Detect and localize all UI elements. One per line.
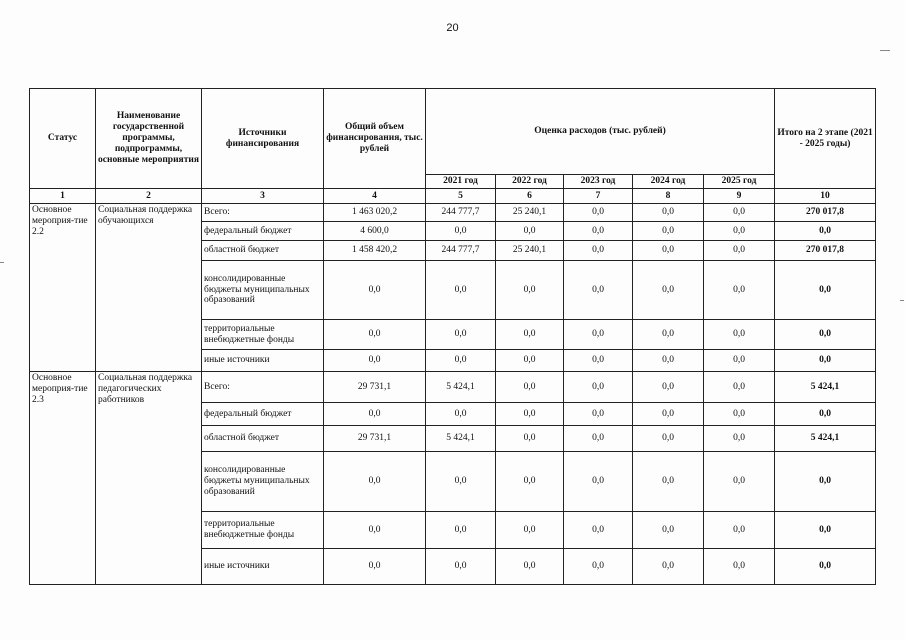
funding-source: иные источники <box>202 350 324 372</box>
year-value: 0,0 <box>633 426 704 452</box>
column-number: 1 <box>30 189 96 204</box>
stage-total-value: 270 017,8 <box>775 241 876 261</box>
header-total-volume: Общий объем финансирования, тыс. рублей <box>324 89 426 189</box>
year-value: 0,0 <box>564 204 633 222</box>
stage-total-value: 0,0 <box>775 320 876 350</box>
funding-source: иные источники <box>202 549 324 585</box>
header-year: 2024 год <box>633 175 704 189</box>
stage-total-value: 270 017,8 <box>775 204 876 222</box>
funding-source: консолидированные бюджеты муниципальных образований <box>202 452 324 512</box>
year-value: 0,0 <box>426 512 496 549</box>
stage-total-value: 0,0 <box>775 549 876 585</box>
scan-mark <box>900 300 904 301</box>
year-value: 0,0 <box>633 222 704 241</box>
year-value: 0,0 <box>633 241 704 261</box>
year-value: 0,0 <box>496 261 564 320</box>
header-sources: Источники финансирования <box>202 89 324 189</box>
total-volume-value: 0,0 <box>324 261 426 320</box>
year-value: 0,0 <box>496 222 564 241</box>
header-year: 2025 год <box>704 175 775 189</box>
year-value: 0,0 <box>633 403 704 426</box>
stage-total-value: 0,0 <box>775 222 876 241</box>
year-value: 0,0 <box>426 261 496 320</box>
year-value: 0,0 <box>704 372 775 403</box>
stage-total-value: 5 424,1 <box>775 426 876 452</box>
year-value: 25 240,1 <box>496 241 564 261</box>
year-value: 0,0 <box>426 549 496 585</box>
column-number: 10 <box>775 189 876 204</box>
table-row <box>30 372 876 403</box>
total-volume-value: 0,0 <box>324 512 426 549</box>
total-volume-value: 0,0 <box>324 320 426 350</box>
column-number: 9 <box>704 189 775 204</box>
year-value: 0,0 <box>426 452 496 512</box>
stage-total-value: 0,0 <box>775 350 876 372</box>
column-number: 6 <box>496 189 564 204</box>
measure-status: Основное мероприя-тие 2.2 <box>30 204 96 372</box>
year-value: 0,0 <box>496 350 564 372</box>
total-volume-value: 0,0 <box>324 403 426 426</box>
stage-total-value: 0,0 <box>775 512 876 549</box>
year-value: 0,0 <box>704 426 775 452</box>
year-value: 0,0 <box>633 350 704 372</box>
year-value: 0,0 <box>564 512 633 549</box>
year-value: 0,0 <box>564 261 633 320</box>
header-estimate: Оценка расходов (тыс. рублей) <box>426 89 775 175</box>
year-value: 0,0 <box>426 350 496 372</box>
year-value: 0,0 <box>704 403 775 426</box>
year-value: 0,0 <box>496 426 564 452</box>
year-value: 0,0 <box>633 261 704 320</box>
year-value: 0,0 <box>633 320 704 350</box>
year-value: 0,0 <box>564 372 633 403</box>
funding-source: Всего: <box>202 372 324 403</box>
funding-source: федеральный бюджет <box>202 222 324 241</box>
column-number-row <box>30 189 876 204</box>
column-number: 2 <box>96 189 202 204</box>
stage-total-value: 0,0 <box>775 261 876 320</box>
measure-name: Социальная поддержка обучающихся <box>96 204 202 372</box>
year-value: 5 424,1 <box>426 372 496 403</box>
column-number: 5 <box>426 189 496 204</box>
year-value: 0,0 <box>496 403 564 426</box>
total-volume-value: 0,0 <box>324 452 426 512</box>
year-value: 0,0 <box>704 222 775 241</box>
total-volume-value: 0,0 <box>324 350 426 372</box>
header-year: 2021 год <box>426 175 496 189</box>
year-value: 0,0 <box>564 426 633 452</box>
year-value: 244 777,7 <box>426 204 496 222</box>
stage-total-value: 5 424,1 <box>775 372 876 403</box>
year-value: 0,0 <box>704 241 775 261</box>
year-value: 0,0 <box>633 204 704 222</box>
total-volume-value: 29 731,1 <box>324 426 426 452</box>
year-value: 0,0 <box>564 350 633 372</box>
year-value: 0,0 <box>633 512 704 549</box>
year-value: 0,0 <box>564 549 633 585</box>
total-volume-value: 0,0 <box>324 549 426 585</box>
funding-source: территориальные внебюджетные фонды <box>202 320 324 350</box>
column-number: 7 <box>564 189 633 204</box>
scan-mark <box>0 262 4 263</box>
funding-source: Всего: <box>202 204 324 222</box>
table-body <box>30 204 876 585</box>
column-number: 4 <box>324 189 426 204</box>
year-value: 0,0 <box>564 403 633 426</box>
scan-mark <box>880 50 890 51</box>
total-volume-value: 1 458 420,2 <box>324 241 426 261</box>
table-row <box>30 204 876 222</box>
year-value: 0,0 <box>564 222 633 241</box>
total-volume-value: 1 463 020,2 <box>324 204 426 222</box>
year-value: 0,0 <box>496 549 564 585</box>
stage-total-value: 0,0 <box>775 403 876 426</box>
header-stage-total: Итого на 2 этапе (2021 - 2025 годы) <box>775 89 876 189</box>
column-number: 8 <box>633 189 704 204</box>
year-value: 0,0 <box>704 350 775 372</box>
year-value: 0,0 <box>496 512 564 549</box>
year-value: 5 424,1 <box>426 426 496 452</box>
year-value: 0,0 <box>704 320 775 350</box>
year-value: 0,0 <box>426 403 496 426</box>
funding-source: консолидированные бюджеты муниципальных образований <box>202 261 324 320</box>
stage-total-value: 0,0 <box>775 452 876 512</box>
year-value: 0,0 <box>704 452 775 512</box>
header-status: Статус <box>30 89 96 189</box>
year-value: 0,0 <box>426 320 496 350</box>
year-value: 0,0 <box>704 204 775 222</box>
year-value: 0,0 <box>633 549 704 585</box>
column-number: 3 <box>202 189 324 204</box>
page-number: 20 <box>446 22 459 34</box>
year-value: 0,0 <box>704 512 775 549</box>
year-value: 0,0 <box>496 452 564 512</box>
year-value: 0,0 <box>564 241 633 261</box>
year-value: 0,0 <box>704 549 775 585</box>
measure-name: Социальная поддержка педагогических работников <box>96 372 202 585</box>
year-value: 0,0 <box>496 372 564 403</box>
total-volume-value: 4 600,0 <box>324 222 426 241</box>
year-value: 0,0 <box>633 372 704 403</box>
funding-source: территориальные внебюджетные фонды <box>202 512 324 549</box>
year-value: 0,0 <box>704 261 775 320</box>
total-volume-value: 29 731,1 <box>324 372 426 403</box>
year-value: 244 777,7 <box>426 241 496 261</box>
year-value: 0,0 <box>496 320 564 350</box>
year-value: 0,0 <box>426 222 496 241</box>
header-year: 2023 год <box>564 175 633 189</box>
header-name: Наименование государственной программы, подпрограммы, основные мероприятия <box>96 89 202 189</box>
measure-status: Основное мероприя-тие 2.3 <box>30 372 96 585</box>
year-value: 25 240,1 <box>496 204 564 222</box>
funding-source: областной бюджет <box>202 426 324 452</box>
year-value: 0,0 <box>564 320 633 350</box>
year-value: 0,0 <box>633 452 704 512</box>
financing-table <box>29 88 876 585</box>
funding-source: федеральный бюджет <box>202 403 324 426</box>
year-value: 0,0 <box>564 452 633 512</box>
header-year: 2022 год <box>496 175 564 189</box>
funding-source: областной бюджет <box>202 241 324 261</box>
